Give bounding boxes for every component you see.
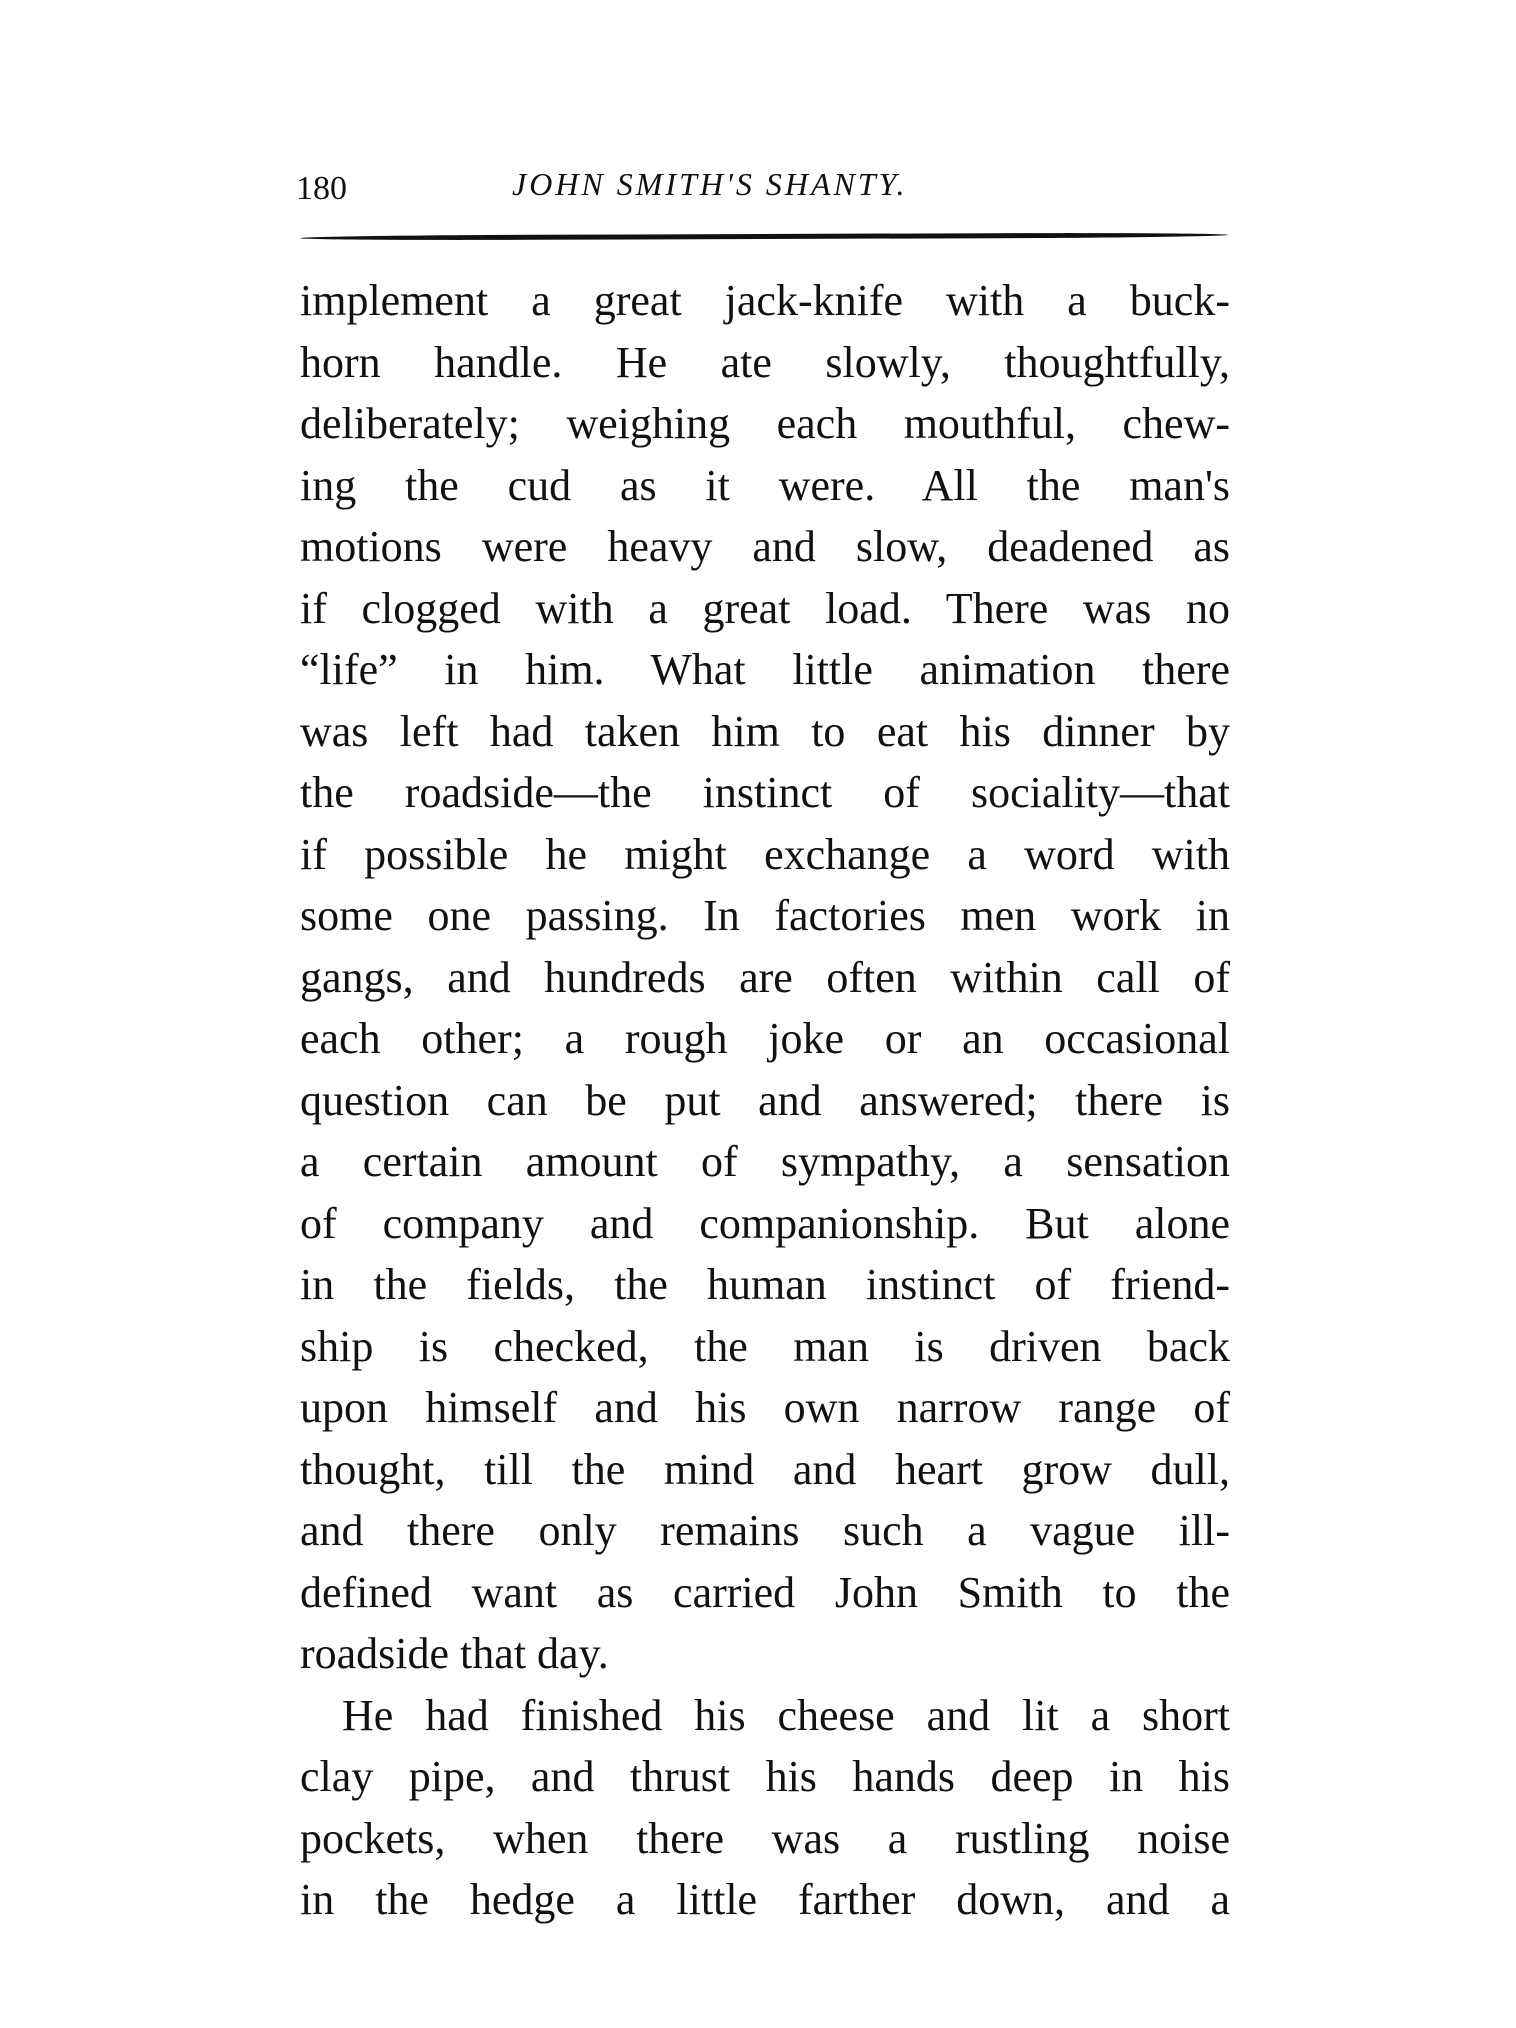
page-number: 180	[296, 170, 347, 207]
text-line: He had finished his cheese and lit a short	[342, 1690, 1230, 1740]
text-line: pockets, when there was a rustling noise	[300, 1813, 1230, 1863]
text-line: if possible he might exchange a word with	[300, 829, 1230, 879]
text-line: thought, till the mind and heart grow dull,	[300, 1444, 1230, 1494]
text-line: roadside that day.	[300, 1629, 609, 1678]
text-line: motions were heavy and slow, deadened as	[300, 522, 1230, 571]
text-line: gangs, and hundreds are often within call of	[300, 952, 1230, 1002]
text-line: clay pipe, and thrust his hands deep in his	[300, 1752, 1230, 1801]
text-line: deliberately; weighing each mouthful, chew-	[300, 399, 1230, 448]
text-line: defined want as carried John Smith to the	[300, 1567, 1230, 1617]
text-line: was left had taken him to eat his dinner by	[300, 706, 1230, 756]
text-line: some one passing. In factories men work in	[300, 891, 1230, 940]
text-line: a certain amount of sympathy, a sensation	[300, 1137, 1230, 1186]
text-line: question can be put and answered; there is	[300, 1075, 1230, 1125]
text-line: of company and companionship. But alone	[300, 1198, 1230, 1248]
text-line: “life” in him. What little animation there	[300, 645, 1230, 694]
text-line: and there only remains such a vague ill-	[300, 1506, 1230, 1555]
header-rule	[300, 232, 1228, 240]
text-line: implement a great jack-knife with a buck-	[300, 276, 1230, 325]
text-line: upon himself and his own narrow range of	[300, 1383, 1230, 1432]
text-line: in the fields, the human instinct of friend-	[300, 1260, 1230, 1309]
text-line: horn handle. He ate slowly, thoughtfully,	[300, 337, 1230, 387]
body-text	[300, 270, 1230, 1931]
text-line: each other; a rough joke or an occasional	[300, 1014, 1230, 1063]
text-line: ing the cud as it were. All the man's	[300, 460, 1230, 510]
running-title: JOHN SMITH'S SHANTY.	[512, 166, 908, 202]
text-line: ship is checked, the man is driven back	[300, 1321, 1230, 1371]
text-line: the roadside—the instinct of sociality—that	[300, 768, 1230, 817]
text-line: if clogged with a great load. There was no	[300, 583, 1230, 633]
text-line: in the hedge a little farther down, and a	[300, 1875, 1230, 1924]
